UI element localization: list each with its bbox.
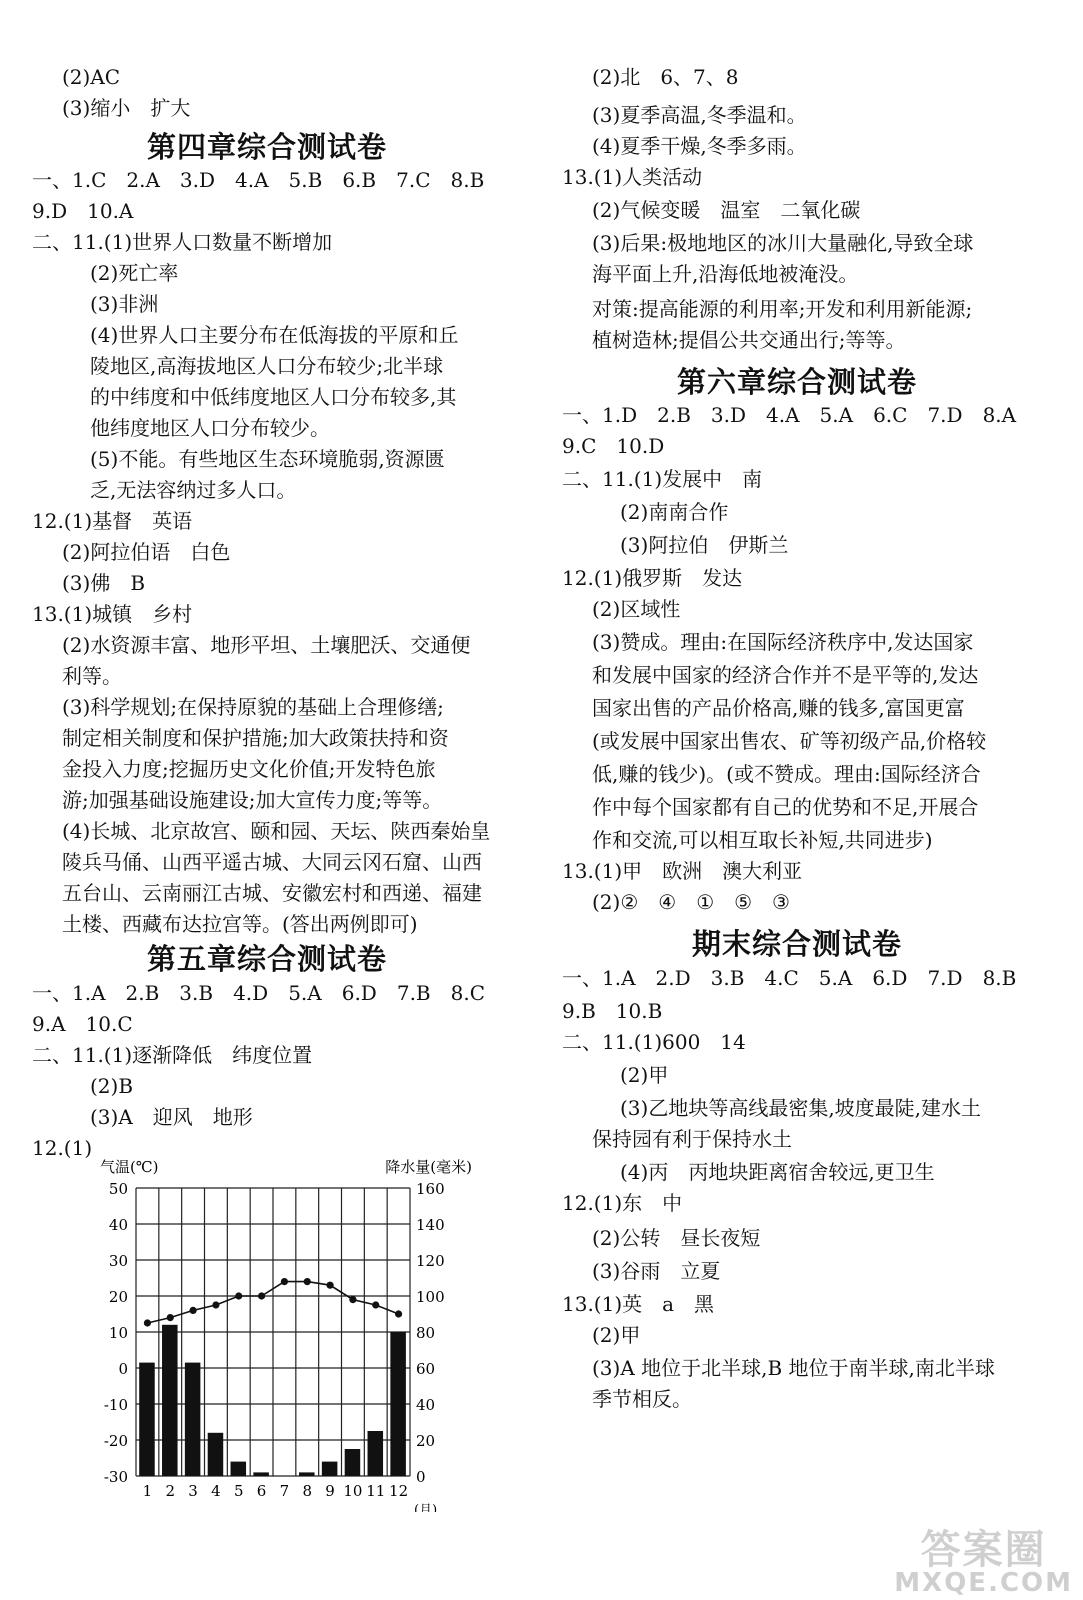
left-section-heading: 第四章综合测试卷 bbox=[147, 130, 388, 164]
precipitation-bar bbox=[390, 1332, 406, 1476]
left-text-line: (4)世界人口主要分布在低海拔的平原和丘 bbox=[90, 323, 459, 347]
left-text-line: 二、11.(1)逐渐降低 纬度位置 bbox=[32, 1043, 313, 1067]
left-text-line: (2)B bbox=[90, 1074, 134, 1098]
left-text-line: 他纬度地区人口分布较少。 bbox=[90, 416, 330, 440]
temperature-tick-label: 40 bbox=[108, 1216, 128, 1234]
right-text-line: 13.(1)人类活动 bbox=[562, 165, 703, 189]
left-text-line: (2)死亡率 bbox=[90, 261, 179, 285]
temperature-point bbox=[189, 1307, 196, 1314]
month-tick-label: 12 bbox=[389, 1482, 409, 1500]
temperature-tick-label: 0 bbox=[118, 1360, 128, 1378]
right-text-line: 作中每个国家都有自己的优势和不足,开展合 bbox=[592, 795, 979, 819]
right-text-line: 国家出售的产品价格高,赚的钱多,富国更富 bbox=[592, 696, 965, 720]
left-text-line: 9.A 10.C bbox=[32, 1012, 133, 1036]
right-text-line: (3)乙地块等高线最密集,坡度最陡,建水土 bbox=[620, 1096, 982, 1120]
right-text-line: (2)甲 bbox=[592, 1323, 641, 1347]
temperature-point bbox=[235, 1292, 242, 1299]
right-text-line: 保持园有利于保持水土 bbox=[592, 1127, 792, 1151]
left-text-line: 9.D 10.A bbox=[32, 199, 134, 223]
left-text-line: 制定相关制度和保护措施;加大政策扶持和资 bbox=[62, 726, 449, 750]
right-text-line: 作和交流,可以相互取长补短,共同进步) bbox=[592, 828, 933, 852]
left-text-line: 二、11.(1)世界人口数量不断增加 bbox=[32, 230, 333, 254]
precipitation-bar bbox=[368, 1431, 384, 1476]
left-text-line: (2)水资源丰富、地形平坦、土壤肥沃、交通便 bbox=[62, 633, 471, 657]
right-text-line: (3)赞成。理由:在国际经济秩序中,发达国家 bbox=[592, 630, 974, 654]
precipitation-bar bbox=[345, 1449, 361, 1476]
right-text-line: 季节相反。 bbox=[592, 1387, 692, 1411]
left-text-line: 12.(1) bbox=[32, 1136, 93, 1160]
left-text-line: (5)不能。有些地区生态环境脆弱,资源匮 bbox=[90, 447, 445, 471]
right-text-line: (2)甲 bbox=[620, 1063, 669, 1087]
left-text-line: 五台山、云南丽江古城、安徽宏村和西递、福建 bbox=[62, 881, 482, 905]
right-text-line: (3)阿拉伯 伊斯兰 bbox=[620, 533, 789, 557]
climate-chart-svg bbox=[70, 1152, 490, 1512]
right-text-line: 13.(1)甲 欧洲 澳大利亚 bbox=[562, 859, 803, 883]
right-text-line: 和发展中国家的经济合作并不是平等的,发达 bbox=[592, 663, 979, 687]
precipitation-bar bbox=[208, 1433, 224, 1476]
right-text-line: (4)夏季干燥,冬季多雨。 bbox=[592, 134, 807, 158]
precipitation-bar bbox=[139, 1363, 155, 1476]
right-text-line: (或发展中国家出售农、矿等初级产品,价格较 bbox=[592, 729, 987, 753]
right-text-line: (4)丙 丙地块距离宿舍较远,更卫生 bbox=[620, 1160, 935, 1184]
left-text-line: 利等。 bbox=[62, 664, 122, 688]
left-text-line: (2)AC bbox=[62, 65, 121, 89]
left-text-line: 的中纬度和中低纬度地区人口分布较多,其 bbox=[90, 385, 457, 409]
temperature-point bbox=[281, 1278, 288, 1285]
left-text-line: (4)长城、北京故宫、颐和园、天坛、陕西秦始皇 bbox=[62, 819, 491, 843]
temperature-tick-label: -30 bbox=[103, 1468, 128, 1486]
month-tick-label: 5 bbox=[233, 1482, 244, 1500]
left-text-line: 陵地区,高海拔地区人口分布较少;北半球 bbox=[90, 354, 444, 378]
temperature-point bbox=[326, 1282, 333, 1289]
temperature-point bbox=[304, 1278, 311, 1285]
temperature-tick-label: -20 bbox=[103, 1432, 128, 1450]
left-text-line: (3)佛 B bbox=[62, 571, 146, 595]
right-text-line: (3)后果:极地地区的冰川大量融化,导致全球 bbox=[592, 231, 974, 255]
precipitation-tick-label: 100 bbox=[416, 1288, 445, 1306]
temperature-axis-title: 气温(℃) bbox=[100, 1158, 159, 1176]
right-section-heading: 第六章综合测试卷 bbox=[677, 365, 918, 399]
left-text-line: 乏,无法容纳过多人口。 bbox=[90, 478, 297, 502]
temperature-point bbox=[167, 1314, 174, 1321]
right-text-line: 植树造林;提倡公共交通出行;等等。 bbox=[592, 328, 906, 352]
temperature-tick-label: 20 bbox=[108, 1288, 128, 1306]
temperature-point bbox=[144, 1319, 151, 1326]
precipitation-tick-label: 0 bbox=[416, 1468, 426, 1486]
month-tick-label: 3 bbox=[188, 1482, 198, 1500]
precipitation-tick-label: 20 bbox=[416, 1432, 436, 1450]
month-tick-label: 4 bbox=[211, 1482, 221, 1500]
month-tick-label: 11 bbox=[366, 1482, 386, 1500]
precipitation-bar bbox=[299, 1472, 315, 1476]
month-tick-label: 10 bbox=[343, 1482, 363, 1500]
precipitation-tick-label: 60 bbox=[416, 1360, 436, 1378]
month-tick-label: 7 bbox=[279, 1482, 290, 1500]
precipitation-tick-label: 80 bbox=[416, 1324, 436, 1342]
right-text-line: (2)区域性 bbox=[592, 597, 681, 621]
temperature-tick-label: 30 bbox=[108, 1252, 128, 1270]
right-text-line: 9.B 10.B bbox=[562, 999, 663, 1023]
precipitation-tick-label: 140 bbox=[416, 1216, 445, 1234]
watermark bbox=[894, 1527, 1073, 1598]
right-text-line: 12.(1)俄罗斯 发达 bbox=[562, 566, 743, 590]
temperature-point bbox=[372, 1301, 379, 1308]
month-tick-label: 2 bbox=[165, 1482, 176, 1500]
left-text-line: 12.(1)基督 英语 bbox=[32, 509, 193, 533]
left-text-line: (3)科学规划;在保持原貌的基础上合理修缮; bbox=[62, 695, 444, 719]
month-tick-label: 8 bbox=[302, 1482, 313, 1500]
left-text-line: (3)A 迎风 地形 bbox=[90, 1105, 253, 1129]
temperature-point bbox=[349, 1296, 356, 1303]
temperature-tick-label: 50 bbox=[108, 1180, 128, 1198]
right-text-line: (2)气候变暖 温室 二氧化碳 bbox=[592, 198, 861, 222]
left-text-line: 一、1.A 2.B 3.B 4.D 5.A 6.D 7.B 8.C bbox=[32, 981, 486, 1005]
precipitation-bar bbox=[322, 1462, 338, 1476]
right-text-line: (3)谷雨 立夏 bbox=[592, 1259, 721, 1283]
month-tick-label: 1 bbox=[142, 1482, 153, 1500]
temperature-tick-label: -10 bbox=[103, 1396, 128, 1414]
temperature-tick-label: 10 bbox=[108, 1324, 128, 1342]
right-text-line: (2)南南合作 bbox=[620, 500, 729, 524]
left-text-line: 游;加强基础设施建设;加大宣传力度;等等。 bbox=[62, 788, 443, 812]
precipitation-axis-title: 降水量(毫米) bbox=[385, 1158, 472, 1176]
temperature-point bbox=[395, 1310, 402, 1317]
right-text-line: (2)② ④ ① ⑤ ③ bbox=[592, 890, 790, 914]
right-text-line: 二、11.(1)600 14 bbox=[562, 1030, 746, 1054]
right-text-line: 对策:提高能源的利用率;开发和利用新能源; bbox=[592, 297, 973, 321]
right-text-line: (2)北 6、7、8 bbox=[592, 65, 739, 89]
left-text-line: 土楼、西藏布达拉宫等。(答出两例即可) bbox=[62, 912, 418, 936]
left-text-line: 金投入力度;挖掘历史文化价值;开发特色旅 bbox=[62, 757, 436, 781]
month-unit-label: (月) bbox=[414, 1503, 438, 1512]
temperature-point bbox=[212, 1301, 219, 1308]
precipitation-tick-label: 160 bbox=[416, 1180, 445, 1198]
right-text-line: 一、1.A 2.D 3.B 4.C 5.A 6.D 7.D 8.B bbox=[562, 966, 1017, 990]
left-section-heading: 第五章综合测试卷 bbox=[147, 942, 388, 976]
right-text-line: (3)夏季高温,冬季温和。 bbox=[592, 103, 807, 127]
left-text-line: (3)非洲 bbox=[90, 292, 159, 316]
left-text-line: 一、1.C 2.A 3.D 4.A 5.B 6.B 7.C 8.B bbox=[32, 168, 485, 192]
month-tick-label: 6 bbox=[256, 1482, 267, 1500]
precipitation-bar bbox=[253, 1472, 269, 1476]
precipitation-tick-label: 120 bbox=[416, 1252, 445, 1270]
month-tick-label: 9 bbox=[325, 1482, 335, 1500]
right-text-line: 二、11.(1)发展中 南 bbox=[562, 467, 763, 491]
right-section-heading: 期末综合测试卷 bbox=[692, 927, 903, 961]
temperature-point bbox=[258, 1292, 265, 1299]
precipitation-bar bbox=[185, 1363, 201, 1476]
left-text-line: 陵兵马俑、山西平遥古城、大同云冈石窟、山西 bbox=[62, 850, 482, 874]
right-text-line: 9.C 10.D bbox=[562, 434, 665, 458]
right-text-line: 一、1.D 2.B 3.D 4.A 5.A 6.C 7.D 8.A bbox=[562, 403, 1017, 427]
right-text-line: 12.(1)东 中 bbox=[562, 1191, 683, 1215]
right-text-line: (2)公转 昼长夜短 bbox=[592, 1226, 761, 1250]
left-text-line: 13.(1)城镇 乡村 bbox=[32, 602, 193, 626]
watermark-line2: MXQE.COM bbox=[894, 1568, 1073, 1598]
right-text-line: 低,赚的钱少)。(或不赞成。理由:国际经济合 bbox=[592, 762, 981, 786]
climate-chart bbox=[70, 1152, 490, 1512]
precipitation-bar bbox=[231, 1462, 247, 1476]
right-text-line: 海平面上升,沿海低地被淹没。 bbox=[592, 262, 859, 286]
left-text-line: (2)阿拉伯语 白色 bbox=[62, 540, 231, 564]
precipitation-bar bbox=[162, 1325, 178, 1476]
right-text-line: 13.(1)英 a 黑 bbox=[562, 1292, 715, 1316]
right-text-line: (3)A 地位于北半球,B 地位于南半球,南北半球 bbox=[592, 1356, 995, 1380]
watermark-line1: 答案圈 bbox=[920, 1527, 1047, 1573]
left-text-line: (3)缩小 扩大 bbox=[62, 96, 191, 120]
precipitation-tick-label: 40 bbox=[416, 1396, 436, 1414]
